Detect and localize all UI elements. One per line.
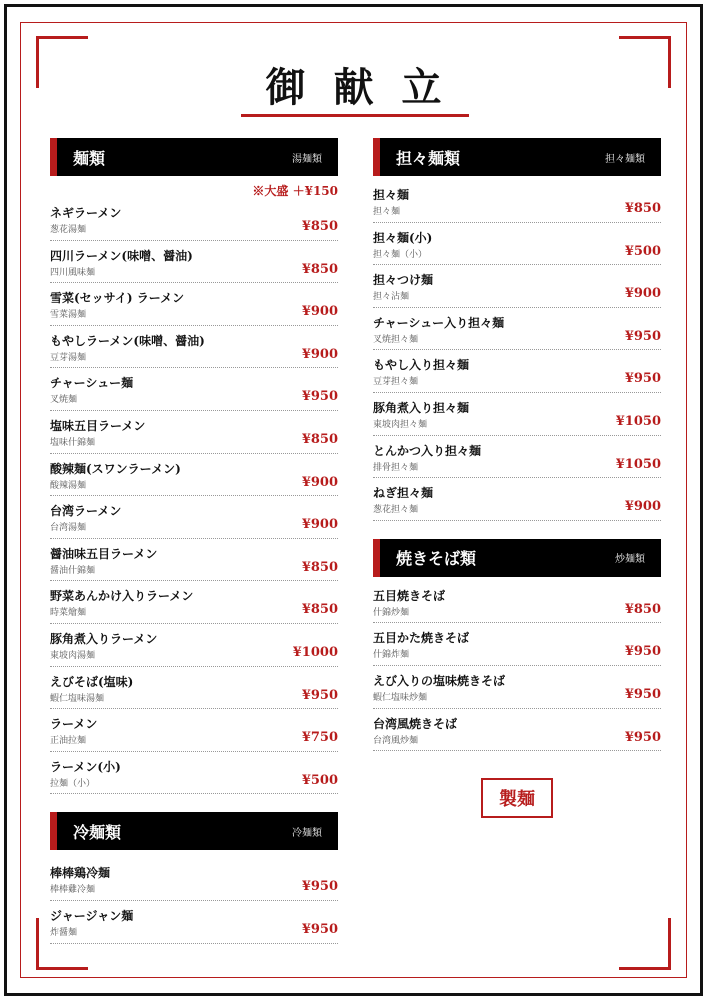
menu-item-chinese-name: 什錦炸麺 — [373, 650, 410, 661]
menu-item-name: 棒棒鶏冷麺 — [50, 866, 111, 881]
menu-item — [373, 709, 661, 752]
menu-item — [50, 241, 338, 284]
menu-item-chinese-name: 東坡肉担々麺 — [373, 419, 428, 430]
menu-item-chinese-name: 葱花担々麺 — [373, 505, 419, 516]
menu-item-name: もやしラーメン(味噌、醤油) — [50, 333, 205, 348]
menu-item-name: ラーメン(小) — [50, 759, 121, 774]
menu-item-price: ¥1050 — [615, 413, 661, 429]
right-column — [373, 138, 661, 751]
menu-item-chinese-name: 拉麺（小） — [50, 778, 96, 789]
menu-item — [373, 623, 661, 666]
menu-item-chinese-name: 叉焼麺 — [50, 395, 78, 406]
menu-item — [373, 265, 661, 308]
menu-item-chinese-name: 醤油什錦麺 — [50, 565, 96, 576]
menu-item-chinese-name: 台湾風炒麺 — [373, 735, 419, 746]
menu-item — [50, 539, 338, 582]
menu-item-chinese-name: 担々麺 — [373, 207, 401, 217]
menu-item-chinese-name: 担々麺（小） — [373, 249, 428, 260]
menu-item-name: 担々つけ麺 — [373, 273, 434, 288]
menu-item-name: チャーシュー麺 — [50, 376, 134, 391]
menu-item-price: ¥950 — [624, 328, 661, 344]
menu-item-name: チャーシュー入り担々麺 — [373, 315, 505, 330]
menu-item-chinese-name: 什錦炒麺 — [373, 607, 410, 618]
menu-item-name: 塩味五目ラーメン — [50, 418, 146, 433]
menu-item-name: とんかつ入り担々麺 — [373, 443, 482, 458]
menu-item-price: ¥850 — [301, 559, 338, 575]
menu-list-cold — [50, 858, 338, 943]
menu-item-price: ¥500 — [624, 243, 661, 259]
menu-item-chinese-name: 棒棒雞冷麺 — [50, 885, 96, 896]
category-header-tantan — [373, 138, 661, 176]
title-underline — [241, 114, 469, 117]
menu-item-name: 五目かた焼きそば — [373, 631, 470, 646]
menu-item-chinese-name: 蝦仁塩味炒麺 — [373, 692, 428, 703]
menu-item-chinese-name: 正油拉麺 — [50, 736, 87, 747]
menu-item-price: ¥850 — [301, 602, 338, 618]
page-title: 御献立 — [265, 64, 470, 111]
menu-item-price: ¥950 — [301, 389, 338, 405]
menu-item-name: えび入りの塩味焼きそば — [373, 673, 506, 688]
category-subtitle: 湯麺類 — [292, 153, 322, 165]
category-subtitle: 冷麺類 — [292, 827, 322, 839]
menu-item — [50, 198, 338, 241]
menu-list-noodles — [50, 198, 338, 794]
menu-item-name: 酸辣麺(スワンラーメン) — [50, 461, 181, 476]
menu-item-price: ¥950 — [624, 371, 661, 387]
menu-list-tantan — [373, 180, 661, 521]
menu-item — [373, 666, 661, 709]
category-subtitle: 炒麺類 — [615, 554, 645, 566]
menu-item-chinese-name: 担々沾麺 — [373, 292, 410, 303]
corner-ornament-bottom-right — [619, 918, 671, 970]
menu-item-chinese-name: 豆芽担々麺 — [373, 377, 419, 388]
menu-item-chinese-name: 東坡肉湯麺 — [50, 650, 96, 661]
menu-item-chinese-name: 酸辣湯麺 — [50, 480, 87, 491]
menu-item-price: ¥500 — [301, 772, 338, 788]
menu-item-price: ¥1050 — [615, 456, 661, 472]
menu-item — [50, 709, 338, 752]
menu-item-price: ¥850 — [301, 431, 338, 447]
menu-item-price: ¥850 — [624, 601, 661, 617]
menu-item-chinese-name: 炸醤麺 — [50, 927, 78, 938]
category-header-yakisoba — [373, 539, 661, 577]
menu-item-name: 豚角煮入りラーメン — [50, 631, 158, 646]
menu-item — [50, 411, 338, 454]
category-title: 麺類 — [73, 148, 106, 168]
menu-item-name: 台湾風焼きそば — [373, 716, 458, 731]
menu-item — [50, 581, 338, 624]
menu-item-price: ¥900 — [301, 304, 338, 320]
menu-item — [373, 308, 661, 351]
menu-item-price: ¥850 — [624, 201, 661, 216]
category-title: 担々麺類 — [396, 148, 461, 168]
menu-item-price: ¥750 — [301, 730, 338, 746]
category-title: 焼きそば類 — [396, 549, 477, 569]
menu-item-price: ¥950 — [301, 921, 338, 937]
category-header-cold — [50, 812, 338, 850]
menu-item — [373, 223, 661, 266]
menu-item-price: ¥900 — [624, 286, 661, 302]
menu-item-name: えびそば(塩味) — [50, 674, 134, 689]
menu-item — [373, 478, 661, 521]
menu-item-price: ¥950 — [624, 686, 661, 702]
menu-item-price: ¥900 — [301, 346, 338, 362]
menu-item-name: 四川ラーメン(味噌、醤油) — [50, 248, 193, 263]
menu-item-name: ジャージャン麺 — [50, 908, 134, 923]
menu-item-chinese-name: 台湾湯麺 — [50, 523, 87, 534]
menu-item — [50, 326, 338, 369]
menu-item-chinese-name: 葱花湯麺 — [50, 225, 87, 235]
menu-item — [373, 581, 661, 624]
category-header-noodles — [50, 138, 338, 176]
menu-item-price: ¥950 — [624, 644, 661, 660]
menu-item — [50, 752, 338, 795]
menu-item-chinese-name: 叉焼担々麺 — [373, 334, 419, 345]
menu-item-name: ネギラーメン — [50, 206, 122, 220]
menu-item-chinese-name: 蝦仁塩味湯麺 — [50, 693, 105, 704]
menu-item-price: ¥900 — [301, 517, 338, 533]
menu-item — [50, 368, 338, 411]
menu-item-name: 台湾ラーメン — [50, 504, 122, 519]
menu-item — [373, 180, 661, 223]
menu-item-price: ¥900 — [301, 474, 338, 490]
menu-item-price: ¥900 — [624, 499, 661, 515]
menu-item — [373, 393, 661, 436]
menu-item-name: ラーメン — [50, 717, 98, 732]
category-subtitle: 担々麺類 — [605, 153, 645, 165]
menu-list-yakisoba — [373, 581, 661, 751]
menu-item — [50, 496, 338, 539]
menu-item — [50, 901, 338, 944]
house-made-noodle-stamp: 製麺 — [481, 778, 553, 818]
menu-item-price: ¥950 — [301, 687, 338, 703]
menu-item — [50, 454, 338, 497]
menu-item-chinese-name: 雪菜湯麺 — [50, 310, 87, 321]
left-column — [50, 138, 338, 944]
menu-item-name: 豚角煮入り担々麺 — [373, 400, 470, 415]
menu-item — [50, 624, 338, 667]
menu-item-name: 野菜あんかけ入りラーメン — [50, 589, 194, 604]
menu-item-chinese-name: 排骨担々麺 — [373, 462, 419, 473]
menu-item — [50, 667, 338, 710]
menu-item — [50, 283, 338, 326]
menu-item-name: 担々麺(小) — [373, 230, 433, 245]
menu-item-name: ねぎ担々麺 — [373, 486, 434, 501]
menu-item — [50, 858, 338, 901]
menu-item-name: 醤油味五目ラーメン — [50, 546, 158, 561]
menu-item-price: ¥950 — [624, 729, 661, 745]
menu-item-name: 五目焼きそば — [373, 588, 446, 603]
menu-item-chinese-name: 豆芽湯麺 — [50, 352, 87, 363]
menu-item — [373, 436, 661, 479]
category-title: 冷麺類 — [73, 822, 122, 842]
menu-item-name: もやし入り担々麺 — [373, 358, 470, 373]
menu-item-chinese-name: 四川風味麺 — [50, 267, 96, 278]
menu-item-price: ¥850 — [301, 261, 338, 277]
large-portion-note: ※大盛 ＋¥150 — [252, 184, 338, 198]
menu-item-chinese-name: 時菜燴麺 — [50, 608, 87, 619]
menu-item-price: ¥950 — [301, 879, 338, 895]
menu-item-chinese-name: 塩味什錦麺 — [50, 437, 96, 448]
menu-item-price: ¥1000 — [292, 644, 338, 660]
menu-item — [373, 350, 661, 393]
menu-item-name: 雪菜(セッサイ) ラーメン — [50, 291, 185, 306]
menu-item-price: ¥850 — [301, 219, 338, 234]
menu-item-name: 担々麺 — [373, 188, 410, 202]
